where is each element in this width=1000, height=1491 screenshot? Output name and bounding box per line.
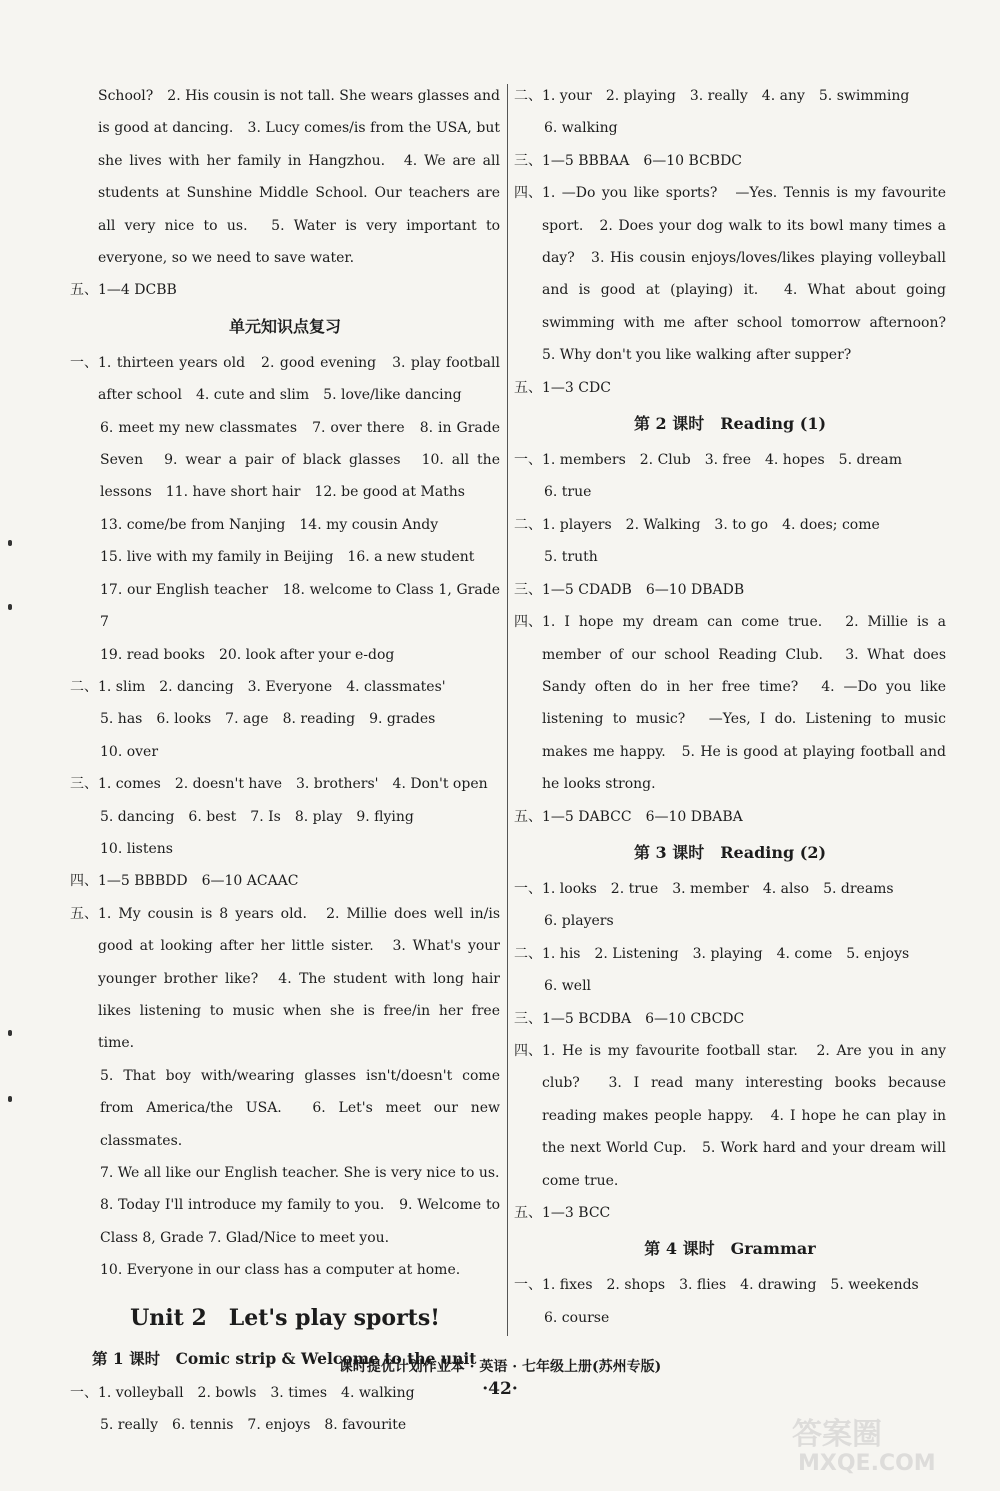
right-column: [514, 80, 960, 1334]
watermark-url: MXQE.COM: [798, 1451, 936, 1476]
review-5-items: 10. Everyone in our class has a computer at home.: [100, 1262, 461, 1279]
watermark-logo: [752, 1409, 982, 1479]
lesson-3-section-3: 三、 1—5 BCDBA 6—10 CBCDC: [514, 1010, 745, 1027]
lesson-3-title: 第 3 课时 Reading (2): [633, 842, 827, 862]
review-5-items: 5. That boy with/wearing glasses isn't/doesn't come from America/the USA. 6. Let's meet our new classmates.: [100, 1067, 500, 1149]
review-section-4: 四、 1—5 BBBDD 6—10 ACAAC: [70, 873, 299, 890]
review-1-items: 17. our English teacher 18. welcome to Class 1, Grade 7: [100, 581, 500, 631]
unit-title: Unit 2 Let's play sports!: [130, 1304, 440, 1331]
lesson-2-items: 6. true: [544, 484, 592, 501]
review-1-items: 13. come/be from Nanjing 14. my cousin Andy: [100, 516, 439, 533]
lesson-3-section-4: 四、 1. He is my favourite football star. 2. Are you in any club? 3. I read many interesting books because reading makes people happy. 4. I hope he can play in the next World Cup. 5. Work hard and your dream will come true.: [514, 1042, 946, 1189]
lesson-4-section-1: 一、 1. fixes 2. shops 3. flies 4. drawing 5. weekends: [514, 1277, 919, 1294]
review-1-items: 6. meet my new classmates 7. over there 8. in Grade Seven 9. wear a pair of black glasses 10. all the lessons 11. have short hair 12. be good at Maths: [100, 419, 500, 501]
section-2-items: 6. walking: [544, 120, 618, 137]
lesson-3-items: 6. players: [544, 913, 614, 930]
column-divider: [507, 84, 508, 1336]
review-section-3: 三、 1. comes 2. doesn't have 3. brothers' 4. Don't open: [70, 776, 488, 793]
lesson-4-items: 6. course: [544, 1309, 610, 1326]
lesson-3-section-1: 一、 1. looks 2. true 3. member 4. also 5. dreams: [514, 880, 894, 897]
scan-dot: [8, 1030, 12, 1036]
lesson-3-section-5: 五、 1—3 BCC: [514, 1205, 611, 1221]
section-4: 四、 1. —Do you like sports? —Yes. Tennis is my favourite sport. 2. Does your dog walk to its bowl many times a day? 3. His cousin enjoys/loves/likes playing volleyball and is good at (playing) it. 4. What about going swimming with me after school tomorrow afternoon? 5. Why don't you like walking after supper?: [514, 185, 960, 364]
lesson-2-section-5: 五、 1—5 DABCC 6—10 DBABA: [514, 808, 743, 825]
lesson-2-title: 第 2 课时 Reading (1): [633, 414, 827, 434]
review-1-items: 19. read books 20. look after your e-dog: [100, 646, 395, 663]
page-number: ·42·: [482, 1379, 518, 1399]
lesson-2-section-4: 四、 1. I hope my dream can come true. 2. Millie is a member of our school Reading Club. 3. What does Sandy often do in her free time? 4. —Do you like listening to music? —Yes, I do. Listening to music makes me happy. 5. He is good at playing football and he looks strong.: [514, 614, 946, 793]
review-2-items: 10. over: [100, 743, 159, 760]
section-2: 二、 1. your 2. playing 3. really 4. any 5. swimming: [514, 88, 910, 104]
lesson-2-items: 5. truth: [544, 549, 598, 566]
lesson-1-section-1: 一、 1. volleyball 2. bowls 3. times 4. walking: [70, 1384, 415, 1401]
section-3: 三、 1—5 BBBAA 6—10 BCBDC: [514, 152, 743, 169]
watermark-logo-text: 答案圈: [792, 1417, 882, 1452]
lesson-1-title: 第 1 课时 Comic strip & Welcome to the unit: [92, 1348, 477, 1368]
scan-dot: [8, 540, 12, 546]
lesson-2-section-3: 三、 1—5 CDADB 6—10 DBADB: [514, 581, 745, 598]
lesson-3-section-2: 二、 1. his 2. Listening 3. playing 4. come 5. enjoys: [514, 945, 910, 962]
lesson-2-section-1: 一、 1. members 2. Club 3. free 4. hopes 5. dream: [514, 452, 903, 469]
lesson-4-title: 第 4 课时 Grammar: [644, 1239, 816, 1259]
lesson-2-section-2: 二、 1. players 2. Walking 3. to go 4. does; come: [514, 516, 880, 533]
section-5: 五、 1—3 CDC: [514, 379, 611, 396]
scan-dot: [8, 604, 12, 610]
review-1-items: 15. live with my family in Beijing 16. a new student: [100, 549, 475, 566]
scan-dot: [8, 1096, 12, 1102]
review-3-items: 10. listens: [100, 840, 173, 857]
continued-answer: School? 2. His cousin is not tall. She wears glasses and is good at dancing. 3. Lucy comes/is from the USA, but she lives with her family in Hangzhou. 4. We are all students at Sunshine Middle School. Our teachers are all very nice to us. 5. Water is very important to everyone, so we need to save water.: [98, 88, 500, 267]
review-5-items: 7. We all like our English teacher. She is very nice to us.: [100, 1165, 500, 1181]
review-5-items: 8. Today I'll introduce my family to you. 9. Welcome to Class 8, Grade 7. Glad/Nice to meet you.: [100, 1197, 500, 1246]
lesson-3-items: 6. well: [544, 978, 592, 995]
review-section-5: 五、 1. My cousin is 8 years old. 2. Millie does well in/is good at looking after her little sister. 3. What's your younger brother like? 4. The student with long hair likes listening to music when she is free/in her free time.: [70, 905, 500, 1052]
review-section-1: 一、 1. thirteen years old 2. good evening 3. play football after school 4. cute and slim 5. love/like dancing: [70, 354, 500, 404]
lesson-1-items: 5. really 6. tennis 7. enjoys 8. favourite: [100, 1417, 407, 1434]
review-3-items: 5. dancing 6. best 7. Is 8. play 9. flying: [100, 808, 414, 825]
review-section-2: 二、 1. slim 2. dancing 3. Everyone 4. classmates': [70, 678, 446, 695]
section-5: 五、 1—4 DCBB: [70, 282, 177, 299]
review-2-items: 5. has 6. looks 7. age 8. reading 9. grades: [100, 711, 436, 728]
review-title: 单元知识点复习: [228, 316, 341, 336]
book-footer: 课时提优计划作业本 · 英语 · 七年级上册(苏州专版): [338, 1359, 662, 1375]
left-column: [70, 80, 500, 1441]
